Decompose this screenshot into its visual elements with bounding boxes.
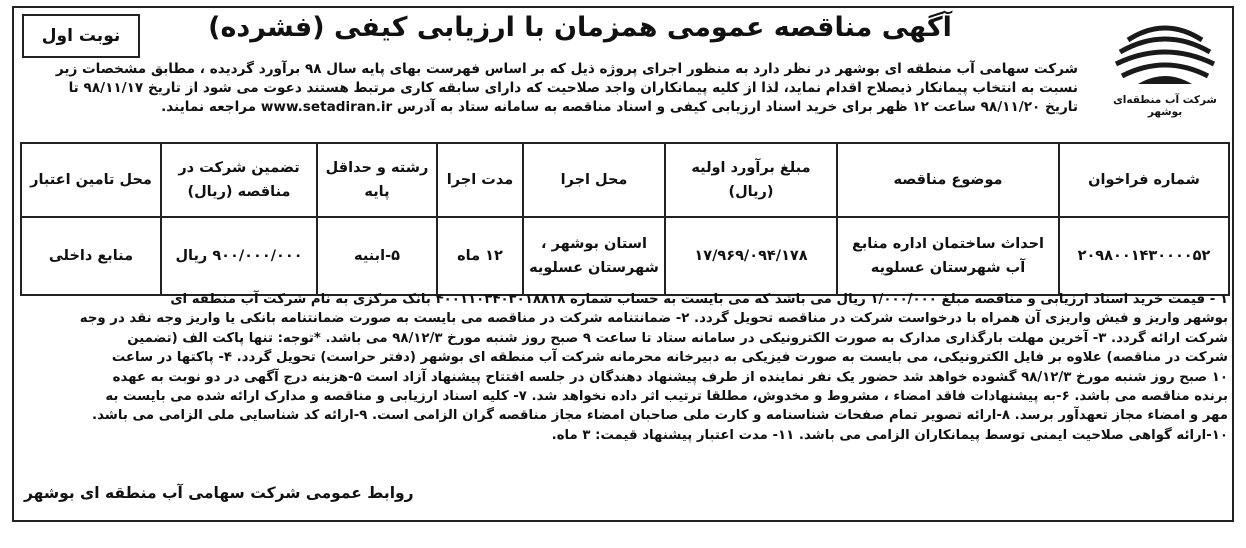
publication-round-badge: نوبت اول <box>22 14 140 58</box>
terms-line: برنده مناقصه می باشد. ۶-به پیشنهادات فاقد امضاء ، مشروط و مخدوش، مطلقا ترتیب اثر داده نخواهد شد. ۷- کلیه اسناد ارزیابی و مناقصه و مدارک ارائه شده می بایست به <box>105 389 1228 405</box>
intro-line: نسبت به انتخاب پیمانکار ذیصلاح اقدام نماید، لذا از کلیه پیمانکاران واجد صلاحیت که دارای سابقه کاری مرتبط هستند دعوت می شود از تاریخ ۹۸/۱۱/۱۷ تا <box>68 80 1078 96</box>
cell-estimate: ۱۷/۹۶۹/۰۹۴/۱۷۸ <box>665 217 837 295</box>
terms-line: مهر و امضاء مجاز تعهدآور برسد. ۸-ارائه تصویر تمام صفحات شناسنامه و کارت ملی صاحبان امضاء مجاز مناقصه گران الزامی است. ۹-ارائه کد شناسایی ملی الزامی می باشد. <box>92 408 1228 424</box>
terms-paragraph <box>20 290 1228 445</box>
cell-subject: احداث ساختمان اداره منابع آب شهرستان عسلویه <box>837 217 1059 295</box>
header-subject: موضوع مناقصه <box>837 143 1059 217</box>
table-header-row <box>21 143 1229 217</box>
terms-line: ۱۰ صبح روز شنبه مورخ ۹۸/۱۲/۳ گشوده خواهد شد حضور یک نفر نماینده از طرف پیشنهاد دهندگان در جلسه افتتاح پیشنهاد آزاد است ۵-هزینه درج آگهی در دو نوبت به عهده <box>112 369 1228 385</box>
intro-line: شرکت سهامی آب منطقه ای بوشهر در نظر دارد به منظور اجرای پروژه ذیل که بر اساس فهرست بهای پایه سال ۹۸ برآورد گردیده ، مطابق مشخصات زیر <box>55 61 1078 77</box>
terms-line: شرکت ارائه گردد. ۳- آخرین مهلت بارگذاری مدارک به صورت الکترونیکی در سامانه ستاد تا ساعت ۹ صبح روز شنبه مورخ ۹۸/۱۲/۳ می باشد. *توجه: تنها پاکت الف (تضمین <box>127 330 1228 346</box>
terms-line: ۱ - قیمت خرید اسناد ارزیابی و مناقصه مبلغ ۱/۰۰۰/۰۰۰ ریال می باشد که می بایست به حساب شماره ۴۰۰۱۱۰۳۴۰۳۰۱۸۸۱۸ بانک مرکزی به نام شرکت آب منطقه ای <box>170 292 1228 307</box>
terms-line: بوشهر واریز و فیش واریزی آن همراه با درخواست شرکت در مناقصه تحویل گردد. ۲- ضمانتنامه شرکت در مناقصه می بایست به صورت ضمانتنامه بانکی یا واریز وجه نقد در وجه <box>79 311 1228 327</box>
header-location: محل اجرا <box>523 143 665 217</box>
header-estimate: مبلغ برآورد اولیه (ریال) <box>665 143 837 217</box>
notice-title: آگهی مناقصه عمومی همزمان با ارزیابی کیفی (فشرده) <box>208 12 952 43</box>
header-duration: مدت اجرا <box>437 143 523 217</box>
table-row <box>21 217 1229 295</box>
header-grade: رشته و حداقل پایه <box>317 143 437 217</box>
intro-paragraph <box>20 60 1078 117</box>
cell-location: استان بوشهر ، شهرستان عسلویه <box>523 217 665 295</box>
cell-call-number: ۲۰۹۸۰۰۱۴۳۰۰۰۰۵۲ <box>1059 217 1229 295</box>
header-call-number: شماره فراخوان <box>1059 143 1229 217</box>
cell-grade: ۵-ابنیه <box>317 217 437 295</box>
tender-table <box>20 142 1230 296</box>
cell-guarantee: ۹۰۰/۰۰۰/۰۰۰ ریال <box>161 217 317 295</box>
header-funding: محل تامین اعتبار <box>21 143 161 217</box>
logo-caption: شرکت آب منطقه‌ای بوشهر <box>1113 94 1217 118</box>
public-relations-signature: روابط عمومی شرکت سهامی آب منطقه ای بوشهر <box>24 484 414 502</box>
header-guarantee: تضمین شرکت در مناقصه (ریال) <box>161 143 317 217</box>
cell-duration: ۱۲ ماه <box>437 217 523 295</box>
terms-line: ۱۰-ارائه گواهی صلاحیت ایمنی توسط پیمانکاران الزامی می باشد. ۱۱- مدت اعتبار پیشنهاد قیمت: ۳ ماه. <box>551 427 1228 443</box>
intro-line: تاریخ ۹۸/۱۱/۲۰ ساعت ۱۲ ظهر برای خرید اسناد ارزیابی کیفی و اسناد مناقصه به سامانه ستاد به آدرس www.setadiran.ir مراجعه نمایند. <box>161 99 1078 115</box>
cell-funding: منابع داخلی <box>21 217 161 295</box>
terms-line: شرکت در مناقصه) علاوه بر فایل الکترونیکی، می بایست به صورت فیزیکی به دبیرخانه محرمانه شرکت آب منطقه ای بوشهر (دفتر حراست) تحویل گردد. ۴- پاکتها در ساعت <box>111 350 1228 366</box>
